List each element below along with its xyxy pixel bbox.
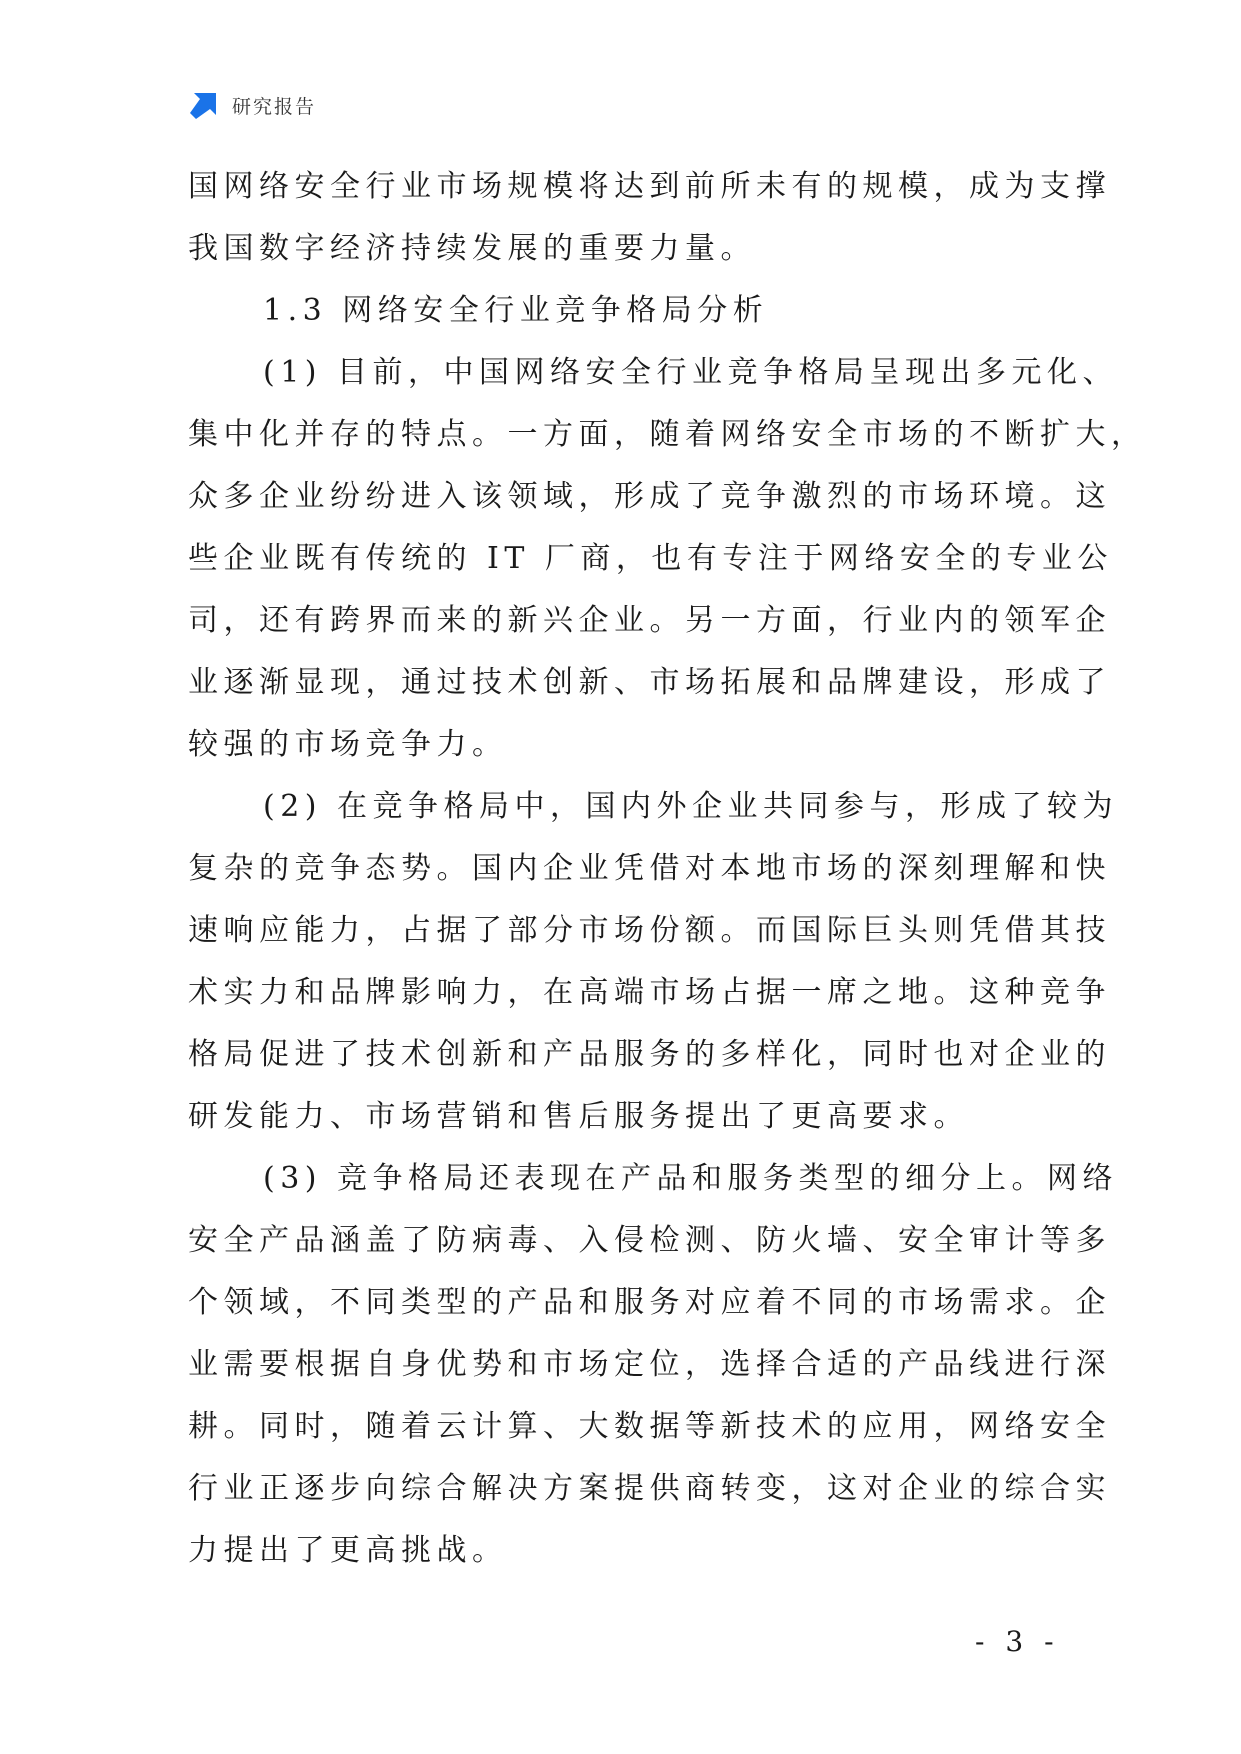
arrow-up-right-icon [188,89,220,121]
text-line: 国网络安全行业市场规模将达到前所未有的规模，成为支撑 [188,169,1111,204]
text-line: 我国数字经济持续发展的重要力量。 [188,231,756,266]
text-line: 术实力和品牌影响力，在高端市场占据一席之地。这种竞争 [188,975,1111,1010]
text-line: 行业正逐步向综合解决方案提供商转变，这对企业的综合实 [188,1471,1111,1506]
section-heading: 1.3 网络安全行业竞争格局分析 [263,293,769,328]
text-line: 众多企业纷纷进入该领域，形成了竞争激烈的市场环境。这 [188,479,1111,514]
text-line: 研发能力、市场营销和售后服务提出了更高要求。 [188,1099,969,1134]
text-line: 集中化并存的特点。一方面，随着网络安全市场的不断扩大， [188,417,1147,452]
text-line: 复杂的竞争态势。国内企业凭借对本地市场的深刻理解和快 [188,851,1111,886]
text-line: 较强的市场竞争力。 [188,727,508,762]
text-line: 安全产品涵盖了防病毒、入侵检测、防火墙、安全审计等多 [188,1223,1111,1258]
text-line: 些企业既有传统的 IT 厂商，也有专注于网络安全的专业公 [188,541,1113,576]
header-title: 研究报告 [232,95,317,118]
text-line: 速响应能力，占据了部分市场份额。而国际巨头则凭借其技 [188,913,1111,948]
paragraph-start: (2) 在竞争格局中，国内外企业共同参与，形成了较为 [263,789,1119,824]
paragraph-start: (1) 目前，中国网络安全行业竞争格局呈现出多元化、 [263,355,1119,390]
text-line: 耕。同时，随着云计算、大数据等新技术的应用，网络安全 [188,1409,1111,1444]
page-number: - 3 - [975,1625,1060,1658]
text-line: 个领域，不同类型的产品和服务对应着不同的市场需求。企 [188,1285,1111,1320]
text-line: 业需要根据自身优势和市场定位，选择合适的产品线进行深 [188,1347,1111,1382]
text-line: 力提出了更高挑战。 [188,1533,508,1568]
text-line: 格局促进了技术创新和产品服务的多样化，同时也对企业的 [188,1037,1111,1072]
paragraph-start: (3) 竞争格局还表现在产品和服务类型的细分上。网络 [263,1161,1119,1196]
text-line: 司，还有跨界而来的新兴企业。另一方面，行业内的领军企 [188,603,1111,638]
document-body [188,156,1147,1582]
text-line: 业逐渐显现，通过技术创新、市场拓展和品牌建设，形成了 [188,665,1111,700]
page-header [188,88,316,122]
